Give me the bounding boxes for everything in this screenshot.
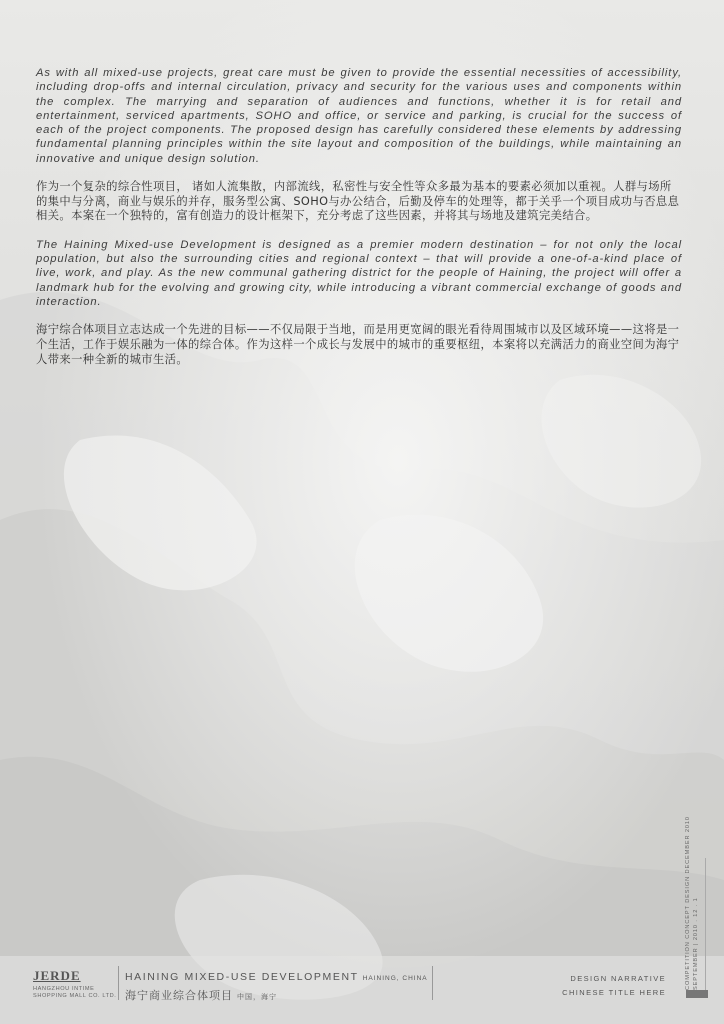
title-block-footer <box>0 958 724 1024</box>
paragraph-chinese-1: 作为一个复杂的综合性项目， 诸如人流集散，内部流线，私密性与安全性等众多最为基本的要素必须加以重视。人群与场所的集中与分离，商业与娱乐的并存，服务型公寓、SOHO与办公结合，后勤及停车的处理等，都于关乎一个项目成功与否息息相关。本案在一个独特的，富有创造力的设计框架下，充分考虑了这些因素，并将其与场地及建筑完美结合。 <box>36 180 680 223</box>
project-title-zh-text: 海宁商业综合体项目 <box>125 989 233 1002</box>
project-location-zh: 中国，海宁 <box>237 993 277 1001</box>
sheet-title-en: DESIGN NARRATIVE <box>570 974 666 983</box>
divider <box>118 966 119 1000</box>
side-label-text <box>684 816 700 990</box>
sheet-marker-bar <box>686 990 708 998</box>
sheet-title <box>562 974 666 1002</box>
project-title-english <box>125 971 428 983</box>
project-title-chinese <box>125 987 277 1003</box>
client-name: HANGZHOU INTIME SHOPPING MALL CO. LTD. <box>33 986 117 999</box>
side-label-line-2: SEPTEMBER | 2010 . 12 . 1 <box>693 897 699 990</box>
sheet-title-zh-placeholder: CHINESE TITLE HERE <box>562 988 666 997</box>
paragraph-chinese-2: 海宁综合体项目立志达成一个先进的目标——不仅局限于当地，而是用更宽阔的眼光看待周围城市以及区域环境——这将是一个生活，工作于娱乐融为一体的综合体。作为这样一个成长与发展中的城市的重要枢纽，本案将以充满活力的商业空间为海宁人带来一种全新的城市生活。 <box>36 323 680 366</box>
narrative-text-block <box>36 66 682 381</box>
divider <box>432 966 433 1000</box>
project-title-en-text: HAINING MIXED-USE DEVELOPMENT <box>125 971 359 983</box>
paragraph-english-1: As with all mixed-use projects, great care must be given to provide the essential necessities of accessibility, including drop-offs and internal circulation, privacy and security for the various uses and components within the complex. The marrying and separation of audiences and functions, whether it is for retail and entertainment, serviced apartments, SOHO and office, or service and parking, is crucial for the success of each of the project components. The proposed design has carefully considered these elements by addressing fundamental planning principles within the site layout and composition of the buildings, while maintaining an innovative and unique design solution. <box>36 67 682 165</box>
paragraph-english-2: The Haining Mixed-use Development is designed as a premier modern destination – for not only the local population, but also the surrounding cities and regional context – that will provide a one-of-a-kind place of live, work, and play. As the new communal gathering district for the people of Haining, the project will offer a landmark hub for the evolving and growing city, while introducing a vibrant commercial exchange of goods and interaction. <box>36 238 682 309</box>
side-label-line-1: COMPETITION CONCEPT DESIGN DECEMBER 2010 <box>685 816 691 990</box>
jerde-logo: JERDE <box>33 968 81 983</box>
side-rule <box>705 858 706 990</box>
project-location-en: HAINING, CHINA <box>362 975 428 982</box>
side-label <box>684 812 704 990</box>
